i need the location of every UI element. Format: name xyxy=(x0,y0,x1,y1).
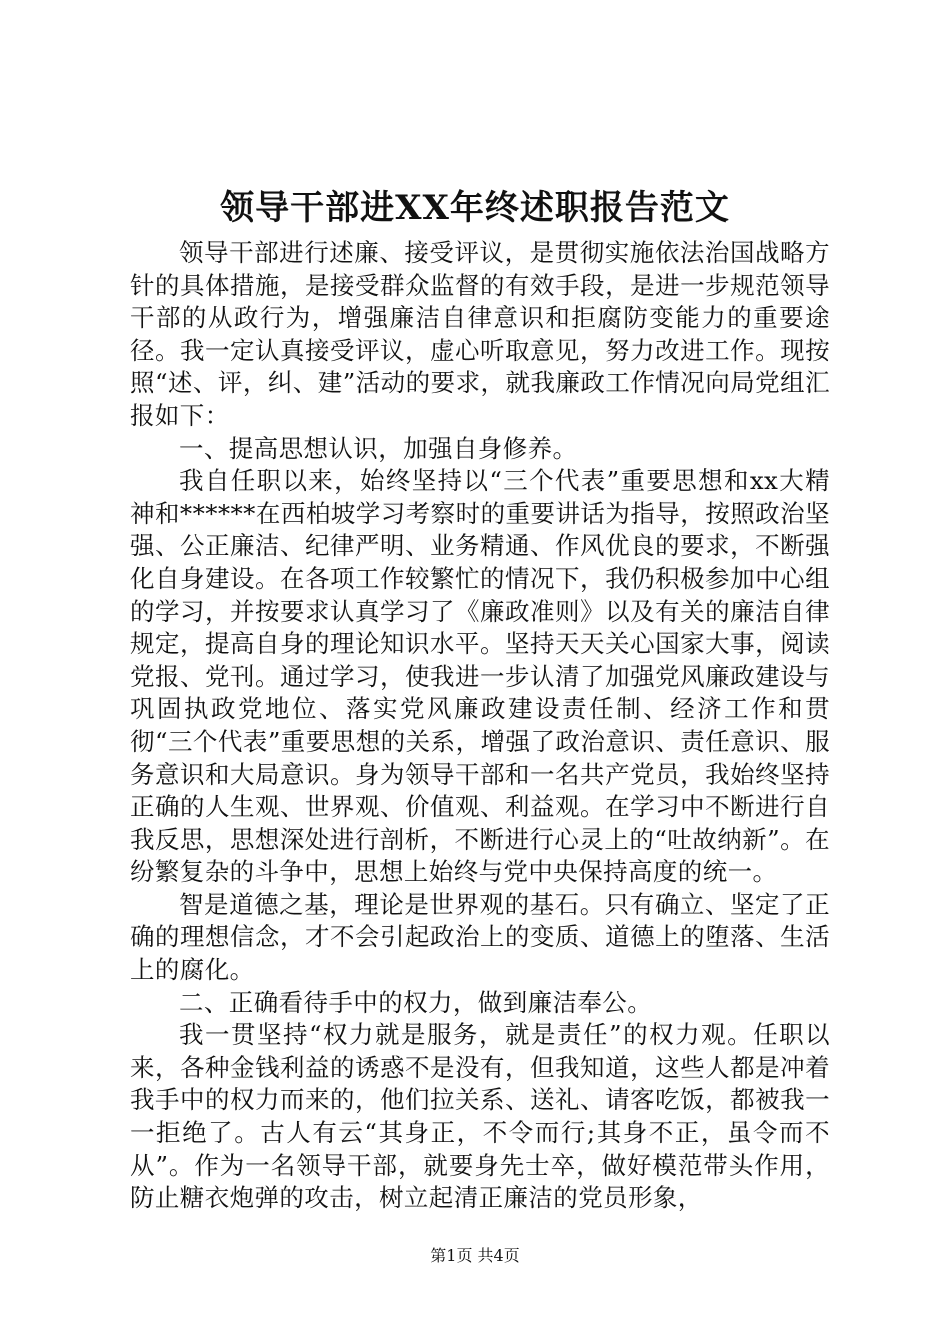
section-heading-2: 二、正确看待手中的权力，做到廉洁奉公。 xyxy=(179,987,653,1017)
paragraph-intro: 领导干部进行述廉、接受评议，是贯彻实施依法治国战略方针的具体措施，是接受群众监督的有效手段，是进一步规范领导干部的从政行为，增强廉洁自律意识和拒腐防变能力的重要途径。我一定认真接受评议，虚心听取意见，努力改进工作。现按照“述、评，纠、建”活动的要求，就我廉政工作情况向局党组汇报如下： xyxy=(130,238,830,430)
paragraph-section-1-summary: 智是道德之基，理论是世界观的基石。只有确立、坚定了正确的理想信念，才不会引起政治上的变质、道德上的堕落、生活上的腐化。 xyxy=(130,889,830,985)
page-footer: 第1页 共4页 xyxy=(430,1246,520,1265)
paragraph-section-2: 我一贯坚持“权力就是服务，就是责任”的权力观。任职以来，各种金钱利益的诱惑不是没有，但我知道，这些人都是冲着我手中的权力而来的，他们拉关系、送礼、请客吃饭，都被我一一拒绝了。古人有云“其身正，不令而行;其身不正，虽令而不从”。作为一名领导干部，就要身先士卒，做好模范带头作用，防止糖衣炮弹的攻击，树立起清正廉洁的党员形象， xyxy=(130,1020,830,1213)
document-title: 领导干部进XX年终述职报告范文 xyxy=(220,188,730,228)
paragraph-section-1: 我自任职以来，始终坚持以“三个代表”重要思想和xx大精神和******在西柏坡学习考察时的重要讲话为指导，按照政治坚强、公正廉洁、纪律严明、业务精通、作风优良的要求，不断强化自身建设。在各项工作较繁忙的情况下，我仍积极参加中心组的学习，并按要求认真学习了《廉政准则》以及有关的廉洁自律规定，提高自身的理论知识水平。坚持天天关心国家大事，阅读党报、党刊。通过学习，使我进一步认清了加强党风廉政建设与巩固执政党地位、落实党风廉政建设责任制、经济工作和贯彻“三个代表”重要思想的关系，增强了政治意识、责任意识、服务意识和大局意识。身为领导干部和一名共产党员，我始终坚持正确的人生观、世界观、价值观、利益观。在学习中不断进行自我反思，思想深处进行剖析，不断进行心灵上的“吐故纳新”。在纷繁复杂的斗争中，思想上始终与党中央保持高度的统一。 xyxy=(130,466,830,887)
document-body xyxy=(130,237,830,1215)
section-heading-1: 一、提高思想认识，加强自身修养。 xyxy=(179,433,578,463)
